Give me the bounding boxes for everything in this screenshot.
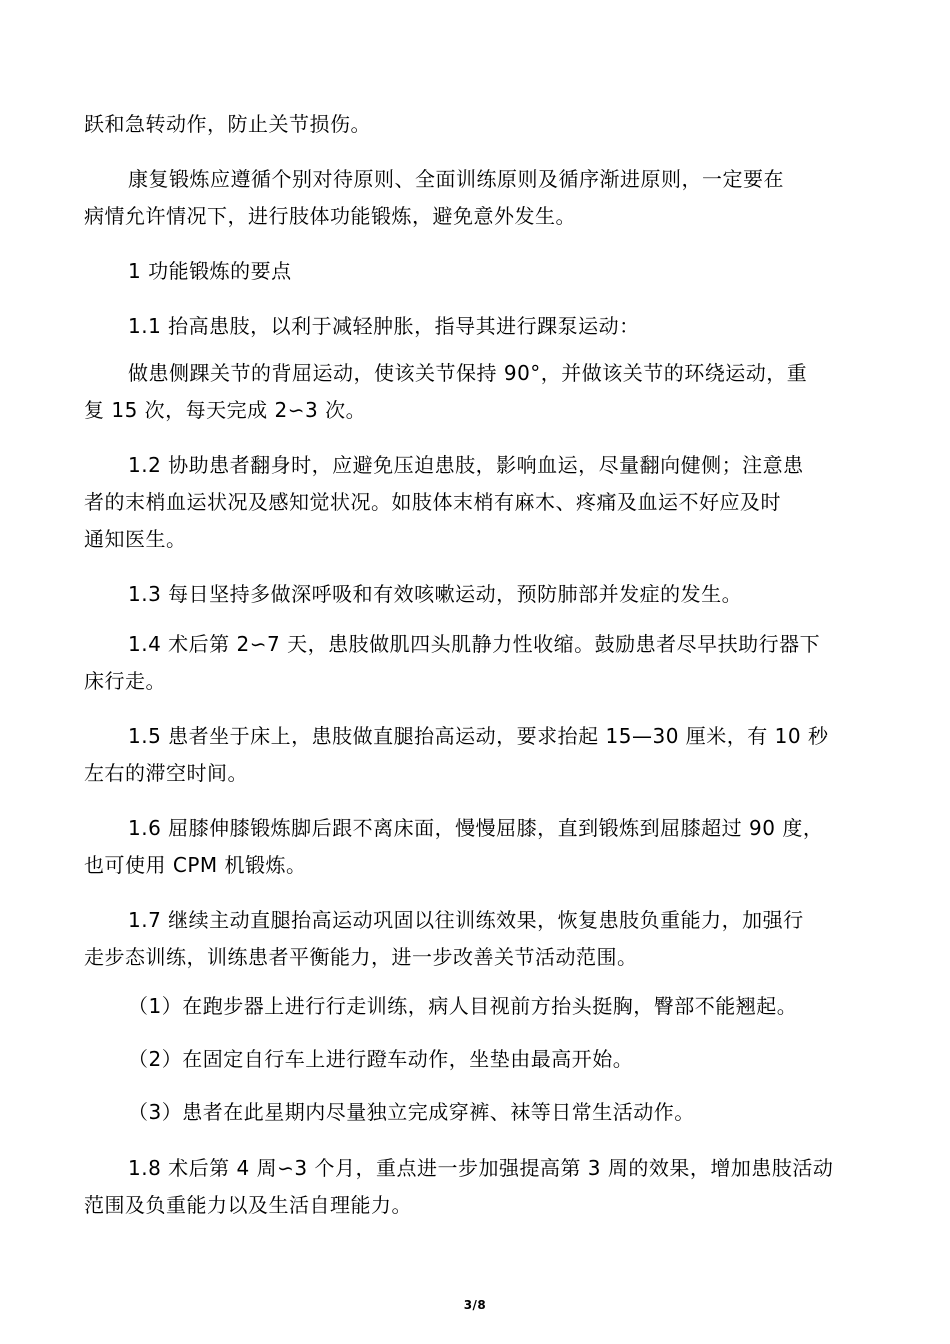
paragraph-line: 1.6 屈膝伸膝锻炼脚后跟不离床面，慢慢屈膝，直到锻炼到屈膝超过 90 度， <box>128 816 824 840</box>
paragraph-continuation <box>84 106 864 143</box>
point-1-5 <box>84 718 864 792</box>
list-item: （1）在跑步器上进行行走训练，病人目视前方抬头挺胸，臀部不能翘起。 <box>128 994 798 1018</box>
sub-item-1 <box>84 988 864 1025</box>
paragraph-principles <box>84 161 864 235</box>
paragraph-line: 1.7 继续主动直腿抬高运动巩固以往训练效果，恢复患肢负重能力，加强行 <box>128 908 804 932</box>
paragraph-line: 者的末梢血运状况及感知觉状况。如肢体末梢有麻木、疼痛及血运不好应及时 <box>84 490 781 514</box>
point-1-1 <box>84 308 864 345</box>
paragraph-line: 病情允许情况下，进行肢体功能锻炼，避免意外发生。 <box>84 204 576 228</box>
paragraph-line: 1.8 术后第 4 周∽3 个月，重点进一步加强提高第 3 周的效果，增加患肢活动 <box>128 1156 834 1180</box>
paragraph-line: 康复锻炼应遵循个别对待原则、全面训练原则及循序渐进原则，一定要在 <box>128 167 784 191</box>
paragraph-line: 范围及负重能力以及生活自理能力。 <box>84 1193 412 1217</box>
paragraph-line: 1.2 协助患者翻身时，应避免压迫患肢，影响血运，尽量翻向健侧；注意患 <box>128 453 804 477</box>
paragraph-ankle-pump <box>84 355 864 429</box>
list-item: （2）在固定自行车上进行蹬车动作，坐垫由最高开始。 <box>128 1047 634 1071</box>
paragraph-line: 做患侧踝关节的背屈运动，使该关节保持 90°，并做该关节的环绕运动，重 <box>128 361 808 385</box>
point-1-8 <box>84 1150 864 1224</box>
paragraph-line: 走步态训练，训练患者平衡能力，进一步改善关节活动范围。 <box>84 945 638 969</box>
point-1-4 <box>84 626 864 700</box>
point-1-6 <box>84 810 864 884</box>
heading-line: 1 功能锻炼的要点 <box>128 259 292 283</box>
paragraph-line: 床行走。 <box>84 669 166 693</box>
point-1-2 <box>84 447 864 558</box>
sub-item-3 <box>84 1094 864 1131</box>
point-1-7 <box>84 902 864 976</box>
paragraph-line: 1.1 抬高患肢，以利于减轻肿胀，指导其进行踝泵运动： <box>128 314 640 338</box>
section-heading-1 <box>84 253 864 290</box>
paragraph-line: 1.5 患者坐于床上，患肢做直腿抬高运动，要求抬起 15—30 厘米，有 10 秒 <box>128 724 829 748</box>
sub-item-2 <box>84 1041 864 1078</box>
paragraph-line: 复 15 次，每天完成 2∽3 次。 <box>84 398 367 422</box>
point-1-3 <box>84 576 864 613</box>
list-item: （3）患者在此星期内尽量独立完成穿裤、袜等日常生活动作。 <box>128 1100 695 1124</box>
paragraph-line: 跃和急转动作，防止关节损伤。 <box>84 112 371 136</box>
paragraph-line: 左右的滞空时间。 <box>84 761 248 785</box>
paragraph-line: 也可使用 CPM 机锻炼。 <box>84 853 307 877</box>
paragraph-line: 1.3 每日坚持多做深呼吸和有效咳嗽运动，预防肺部并发症的发生。 <box>128 582 743 606</box>
paragraph-line: 1.4 术后第 2∽7 天，患肢做肌四头肌静力性收缩。鼓励患者尽早扶助行器下 <box>128 632 821 656</box>
paragraph-line: 通知医生。 <box>84 527 187 551</box>
page-number: 3/8 <box>463 1298 487 1312</box>
